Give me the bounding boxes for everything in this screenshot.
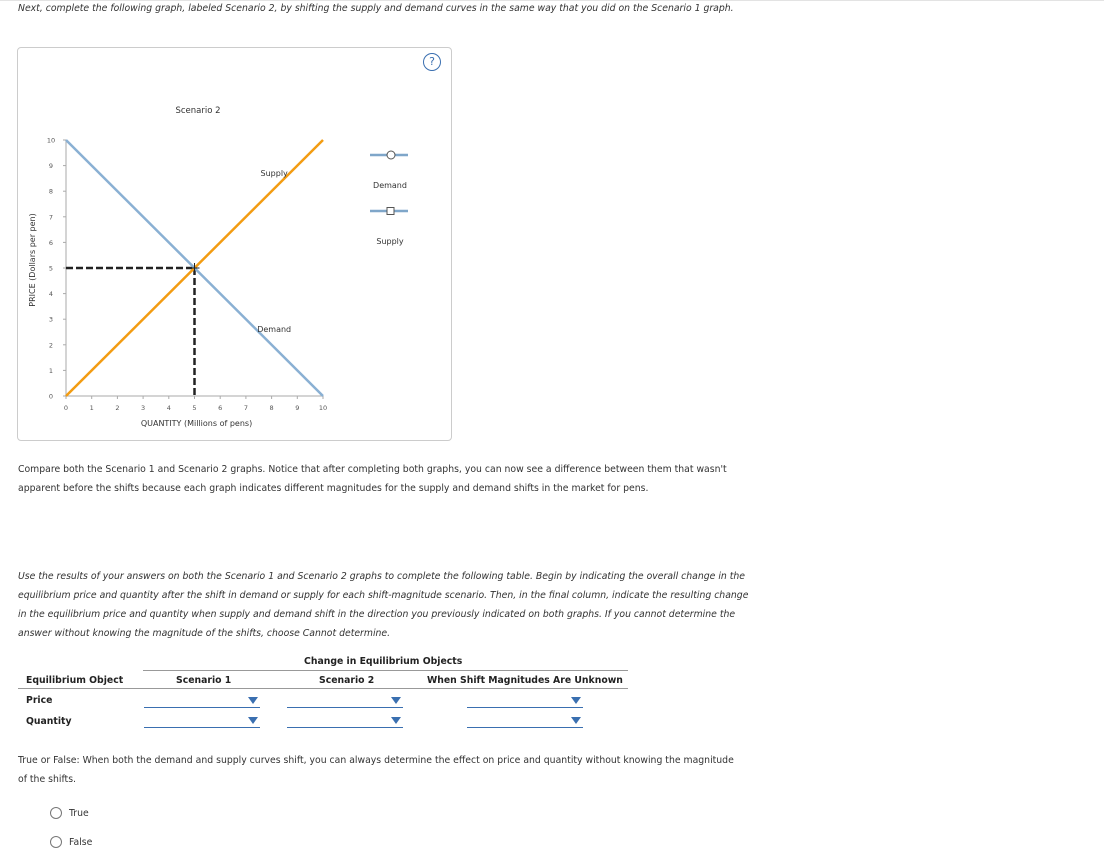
col-header-unknown: When Shift Magnitudes Are Unknown xyxy=(427,675,623,686)
price-scenario-2-dropdown[interactable] xyxy=(287,693,403,708)
y-tick-label: 9 xyxy=(48,162,54,171)
graph-panel xyxy=(17,47,452,441)
y-tick-label: 2 xyxy=(48,341,54,350)
row-label-quantity: Quantity xyxy=(26,716,72,727)
price-unknown-dropdown[interactable] xyxy=(467,693,583,708)
x-tick-label: 4 xyxy=(166,404,171,412)
dropdown-arrow-icon xyxy=(248,697,258,704)
demand-legend-circle-icon[interactable] xyxy=(387,151,395,159)
y-tick-label: 0 xyxy=(48,392,54,401)
radio-false[interactable] xyxy=(50,835,92,849)
group-header-rule xyxy=(143,670,628,671)
radio-circle-icon[interactable] xyxy=(50,836,62,848)
dropdown-arrow-icon xyxy=(248,717,258,724)
demand-curve-label: Demand xyxy=(257,325,292,334)
dropdown-arrow-icon xyxy=(391,717,401,724)
compare-text: Compare both the Scenario 1 and Scenario 2 graphs. Notice that after completing both graphs, you can now see a difference between them that wasn't apparent before the shifts because each graph indicates different magnitudes for the supply and demand shifts in the market for pens. xyxy=(18,464,727,494)
y-tick-label: 5 xyxy=(48,264,54,273)
x-tick-label: 10 xyxy=(318,404,328,412)
col-header-rule xyxy=(18,688,628,689)
quantity-scenario-2-dropdown[interactable] xyxy=(287,713,403,728)
radio-true[interactable] xyxy=(50,806,89,820)
dropdown-arrow-icon xyxy=(571,717,581,724)
demand-legend-label: Demand xyxy=(373,181,407,190)
dropdown-arrow-icon xyxy=(391,697,401,704)
y-tick-label: 7 xyxy=(48,213,54,222)
y-tick-label: 6 xyxy=(48,238,54,247)
table-group-header: Change in Equilibrium Objects xyxy=(304,656,463,667)
x-tick-label: 7 xyxy=(243,404,248,412)
x-tick-label: 9 xyxy=(295,404,300,412)
y-tick-label: 1 xyxy=(48,366,54,375)
dropdown-arrow-icon xyxy=(571,697,581,704)
radio-label-false: False xyxy=(69,836,93,848)
scenario-2-graph[interactable] xyxy=(18,48,451,440)
radio-circle-icon[interactable] xyxy=(50,807,62,819)
quantity-scenario-1-dropdown[interactable] xyxy=(144,713,260,728)
x-tick-label: 3 xyxy=(141,404,146,412)
instructions-text: Use the results of your answers on both the Scenario 1 and Scenario 2 graphs to complete the following table. Begin by indicating the overall change in the equilibrium price and quantity after the shift in demand or supply for each shift-magnitude scenario. Then, in the final column, indicate the resulting change in the equilibrium price and quantity when supply and demand shift in the direction you previously indicated on both graphs. If you cannot determine the answer without knowing the magnitude of the shifts, choose Cannot determine. xyxy=(18,571,749,639)
col-header-scenario-1: Scenario 1 xyxy=(176,675,232,686)
y-tick-label: 3 xyxy=(48,315,54,324)
intro-text: Next, complete the following graph, labeled Scenario 2, by shifting the supply and demand curves in the same way that you did on the Scenario 1 graph. xyxy=(18,3,734,14)
price-scenario-1-dropdown[interactable] xyxy=(144,693,260,708)
col-header-object: Equilibrium Object xyxy=(26,675,124,686)
supply-curve-label: Supply xyxy=(260,168,288,178)
x-tick-label: 0 xyxy=(63,404,69,412)
row-label-price: Price xyxy=(26,695,53,706)
quantity-unknown-dropdown[interactable] xyxy=(467,713,583,728)
col-header-scenario-2: Scenario 2 xyxy=(319,675,375,686)
x-tick-label: 5 xyxy=(192,404,197,412)
x-axis-label: QUANTITY (Millions of pens) xyxy=(140,419,253,428)
true-false-question: True or False: When both the demand and supply curves shift, you can always determine the effect on price and quantity without knowing the magnitude of the shifts. xyxy=(18,755,734,785)
y-tick-label: 8 xyxy=(48,187,54,196)
y-tick-label: 4 xyxy=(48,290,54,299)
help-icon[interactable]: ? xyxy=(423,53,441,71)
x-tick-label: 8 xyxy=(269,404,274,412)
x-tick-label: 6 xyxy=(218,404,223,412)
radio-label-true: True xyxy=(69,807,89,819)
graph-title: Scenario 2 xyxy=(175,106,221,116)
y-axis-label: PRICE (Dollars per pen) xyxy=(28,213,37,307)
x-tick-label: 2 xyxy=(115,404,120,412)
x-tick-label: 1 xyxy=(89,404,94,412)
y-tick-label: 10 xyxy=(46,136,56,145)
supply-legend-label: Supply xyxy=(376,237,404,246)
supply-legend-square-icon[interactable] xyxy=(387,208,394,215)
